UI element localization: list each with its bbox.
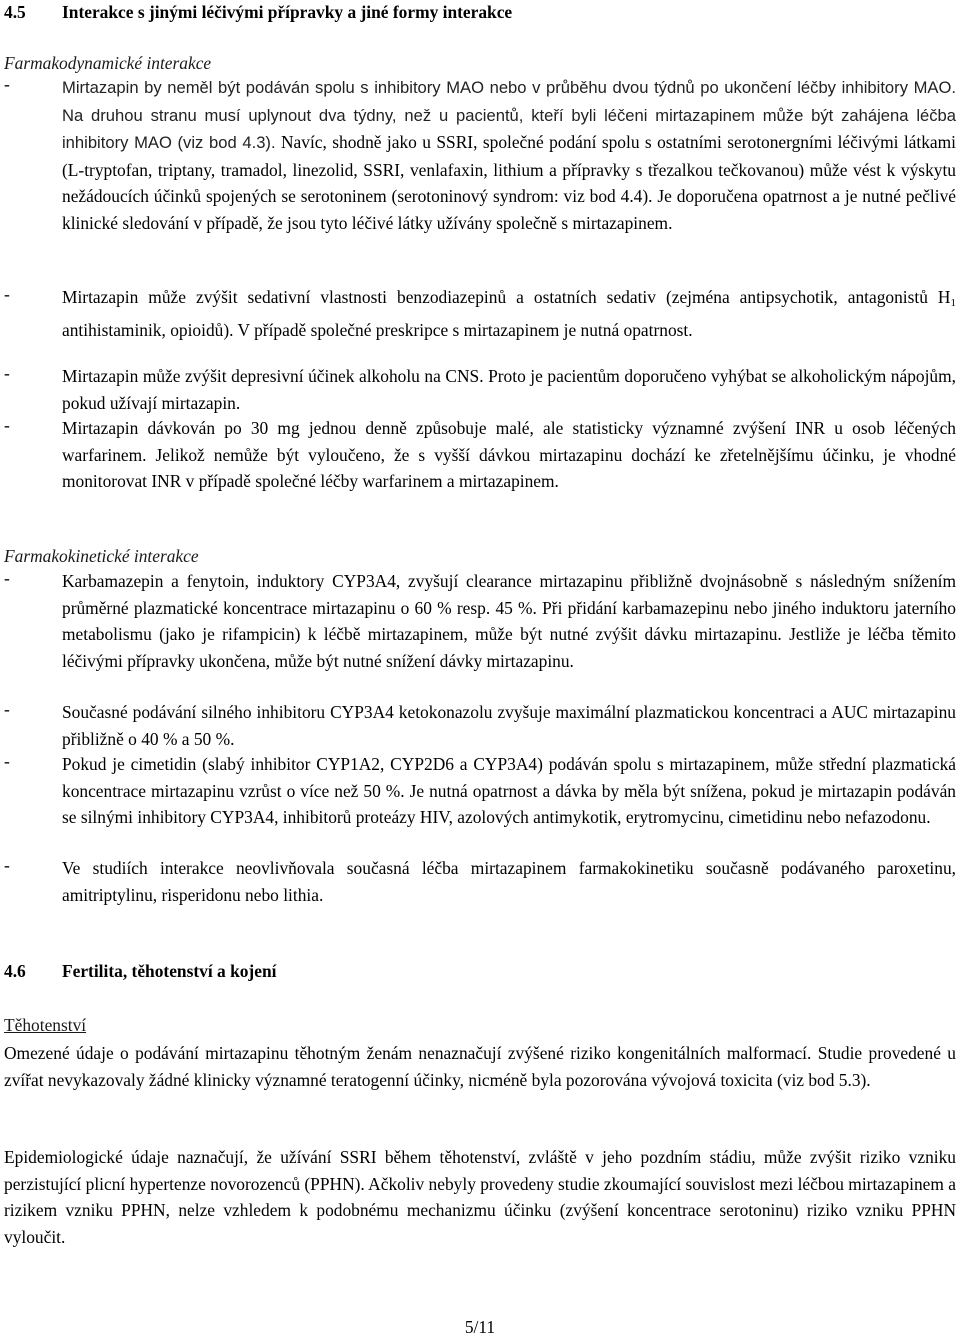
list-item-text-part: Mirtazapin může zvýšit sedativní vlastnosti benzodiazepinů a ostatních sedativ (zejména antipsychotik, antagonistů H [62,287,951,307]
list-item [4,415,956,495]
list-item-text: Mirtazapin může zvýšit depresivní účinek alkoholu na CNS. Proto je pacientům doporučeno vyhýbat se alkoholickým nápojům, pokud užívají mirtazapin. [62,366,956,413]
pharmacodynamic-heading: Farmakodynamické interakce [4,53,212,73]
list-item-text [62,74,956,236]
list-item-text: Karbamazepin a fenytoin, induktory CYP3A4, zvyšují clearance mirtazapinu přibližně dvojnásobně s následným snížením průměrné plazmatické koncentrace mirtazapinu o 60 % resp. 45 %. Při přidání karbamazepinu nebo jiného induktoru jaterního metabolismu (jako je rifampicin) k léčbě mirtazapinem, může být nutné zvýšit dávku mirtazapinu. Jestliže je léčba těmito léčivými přípravky ukončena, může být nutné snížení dávky mirtazapinu. [62,571,956,671]
list-item [4,855,956,908]
pharmacokinetic-heading: Farmakokinetické interakce [4,546,199,566]
list-item [4,751,956,831]
list-item-text: Ve studiích interakce neovlivňovala současná léčba mirtazapinem farmakokinetiku současně podávaného paroxetinu, amitriptylinu, risperidonu nebo lithia. [62,858,956,905]
paragraph: Omezené údaje o podávání mirtazapinu těhotným ženám nenaznačují zvýšené riziko kongenitálních malformací. Studie provedené u zvířat nevykazovaly žádné klinicky významné teratogenní účinky, nicméně byla pozorována vývojová toxicita (viz bod 5.3). [4,1043,956,1090]
section-number: 4.6 [4,961,26,981]
subscript: 1 [950,297,956,309]
list-dash: - [4,568,10,588]
paragraph: Epidemiologické údaje naznačují, že užívání SSRI během těhotenství, zvláště v jeho pozdním stádiu, může zvýšit riziko vzniku perzistující plicní hypertenze novorozenců (PPHN). Ačkoliv nebyly provedeny studie zkoumající souvislost mezi léčbou mirtazapinem a rizikem vzniku PPHN, nelze vzhledem k podobnému mechanizmu účinku (zvýšení koncentrace serotoninu) riziko vzniku PPHN vyloučit. [4,1147,956,1247]
document-page [4,0,956,1335]
list-item-text: Mirtazapin dávkován po 30 mg jednou denně způsobuje malé, ale statisticky významné zvýšení INR u osob léčených warfarinem. Jelikož nemůže být vyloučeno, že s vyšší dávkou mirtazapinu dochází ke zřetelnějšímu účinku, je vhodné monitorovat INR v případě společné léčby warfarinem a mirtazapinem. [62,418,956,491]
list-item [4,74,956,236]
list-dash: - [4,751,10,771]
list-dash: - [4,855,10,875]
section-heading-4-6 [4,961,276,982]
list-item-text: Pokud je cimetidin (slabý inhibitor CYP1A2, CYP2D6 a CYP3A4) podáván spolu s mirtazapinem, může střední plazmatická koncentrace mirtazapinu vzrůst o více než 50 %. Je nutná opatrnost a dávka by měla být snížena, pokud je mirtazapin podáván se silnými inhibitory CYP3A4, inhibitorů proteázy HIV, azolových antimykotik, erytromycinu, cimetidinu nebo nefazodonu. [62,754,956,827]
list-item [4,568,956,674]
list-dash: - [4,363,10,383]
section-title: Interakce s jinými léčivými přípravky a jiné formy interakce [62,2,513,22]
list-item-text-part: antihistaminik, opioidů). V případě společné preskripce s mirtazapinem je nutná opatrnost. [62,319,693,340]
section-title: Fertilita, těhotenství a kojení [62,961,277,981]
list-item [4,284,956,343]
list-item [4,699,956,752]
section-heading-4-5 [4,2,512,23]
list-item-text: Současné podávání silného inhibitoru CYP3A4 ketokonazolu zvyšuje maximální plazmatickou koncentraci a AUC mirtazapinu přibližně o 40 % a 50 %. [62,702,956,749]
list-dash: - [4,415,10,435]
list-dash: - [4,699,10,719]
pregnancy-heading: Těhotenství [4,1015,87,1035]
list-dash: - [4,284,10,304]
list-dash: - [4,74,10,94]
list-item-text [62,284,956,343]
section-number: 4.5 [4,2,26,22]
list-item-text-part: Mirtazapin by neměl být podáván spolu s inhibitory MAO nebo v průběhu dvou týdnů po ukončení léčby inhibitory MAO. Na druhou stranu musí uplynout dva týdny, než u pacientů, kteří byli léčeni mirtazapinem může být zahájena léčba inhibitory MAO (viz bod 4.3). [62,78,956,152]
list-item [4,363,956,416]
list-item-text-part: Navíc, shodně jako u SSRI, společné podání spolu s ostatními serotonergními léčivými látkami (L-tryptofan, triptany, tramadol, linezolid, SSRI, venlafaxin, lithium a přípravky s třezalkou tečkovanou) může vést k výskytu nežádoucích účinků spojených se serotoninem (serotoninový syndrom: viz bod 4.4). Je doporučena opatrnost a je nutné pečlivé klinické sledování v případě, že jsou tyto léčivé látky užívány společně s mirtazapinem. [62,132,957,233]
page-number: 5/11 [464,1317,496,1337]
